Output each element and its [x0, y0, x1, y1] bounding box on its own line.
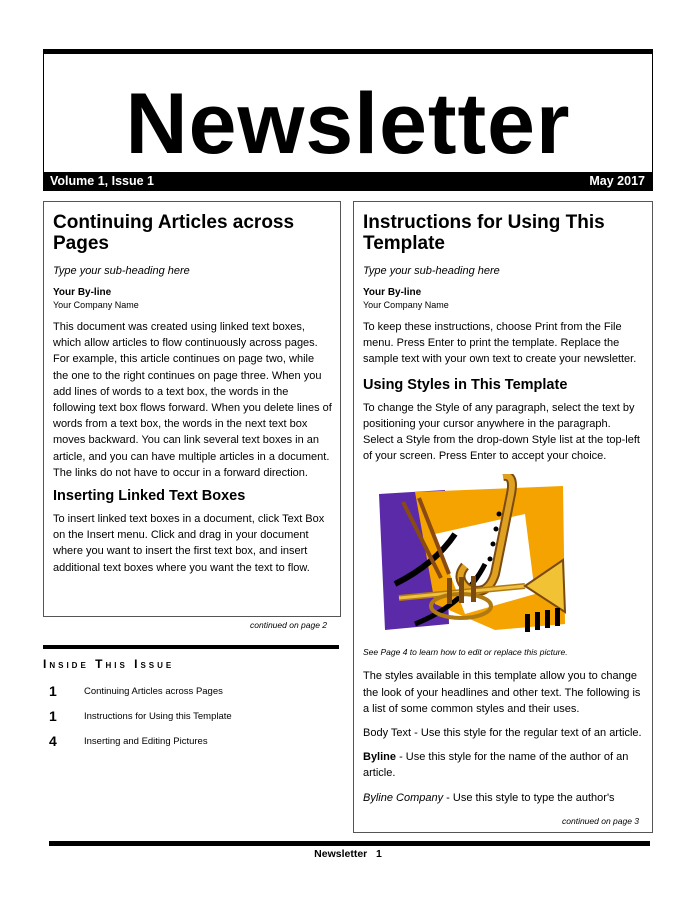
- footer-title: Newsletter: [314, 848, 368, 860]
- left-article-subheading: Type your sub-heading here: [53, 265, 190, 277]
- toc-label: Inserting and Editing Pictures: [84, 736, 208, 747]
- left-article-company: Your Company Name: [53, 300, 139, 310]
- right-paragraph-3: Body Text - Use this style for the regular text of an article.: [363, 727, 642, 740]
- toc-label: Instructions for Using this Template: [84, 711, 232, 722]
- byline-style-desc: - Use this style for the name of the author of an article.: [363, 751, 629, 780]
- issue-bar: [44, 172, 652, 190]
- footer-page-number: 1: [376, 848, 382, 860]
- left-article-box: [43, 201, 341, 617]
- inside-this-issue: [43, 645, 339, 758]
- left-article-heading: Continuing Articles across Pages: [53, 212, 295, 254]
- right-article-byline: Your By-line: [363, 287, 422, 298]
- toc-page-number: 4: [49, 733, 57, 749]
- right-article-body: To keep these instructions, choose Print from the File menu. Press Enter to print the template. Replace the sample text with your own text to create your newsletter.: [363, 321, 637, 366]
- byline-company-term: Byline Company: [363, 791, 444, 804]
- toc-item[interactable]: [43, 733, 339, 758]
- right-article-heading: Instructions for Using This Template: [363, 212, 605, 254]
- left-article-body: This document was created using linked text boxes, which allow articles to flow continuously across pages. For example, this article continues on page two, while the one to the right continues on page three. When you add lines of words to a text box, the words in the following text box flows forward. When you delete lines of words from a text box, the words in the next text box moves backward. You can link several text boxes in an article, and you can have multiple articles in a document. The links do not have to occur in a forward direction.: [53, 321, 332, 479]
- footer-rule: [49, 841, 650, 846]
- left-section-body: To insert linked text boxes in a document, click Text Box on the Insert menu. Click and drag in your document where you want to insert the first text box, and insert additional text boxes where you want the text to flow.: [53, 513, 325, 574]
- left-article-byline: Your By-line: [53, 287, 112, 298]
- volume-issue: Volume 1, Issue 1: [50, 174, 154, 188]
- newsletter-title: Newsletter: [125, 76, 571, 172]
- toc-page-number: 1: [49, 683, 57, 699]
- right-article-subheading: Type your sub-heading here: [363, 265, 500, 277]
- toc-item[interactable]: [43, 683, 339, 708]
- right-paragraph-2: The styles available in this template allow you to change the look of your headlines and other text. The following is a list of some common styles and their uses.: [363, 670, 641, 715]
- right-continued-note: continued on page 3: [562, 816, 640, 826]
- left-section-heading: Inserting Linked Text Boxes: [53, 488, 246, 505]
- byline-company-desc: - Use this style to type the author's: [443, 791, 615, 804]
- inside-rule: [43, 645, 339, 649]
- right-paragraph-5: [363, 790, 644, 806]
- toc-page-number: 1: [49, 708, 57, 724]
- toc-item[interactable]: [43, 708, 339, 733]
- toc-label: Continuing Articles across Pages: [84, 686, 223, 697]
- music-instruments-clipart: [375, 474, 569, 642]
- right-section-heading: Using Styles in This Template: [363, 376, 568, 393]
- footer: [0, 848, 696, 860]
- right-section-body: To change the Style of any paragraph, select the text by positioning your cursor anywhere in the paragraph. Select a Style from the drop-down Style list at the top-left of your screen. Press Enter to accept your choice.: [363, 401, 640, 463]
- left-continued-note: continued on page 2: [250, 620, 328, 630]
- issue-date: May 2017: [589, 174, 645, 188]
- masthead: [43, 49, 653, 191]
- byline-style-term: Byline: [363, 751, 397, 764]
- right-paragraph-4: [363, 749, 644, 781]
- right-article-box: [353, 201, 653, 833]
- right-article-company: Your Company Name: [363, 300, 449, 310]
- picture-caption: See Page 4 to learn how to edit or replace this picture.: [363, 647, 568, 658]
- inside-title: Inside This Issue: [43, 657, 175, 671]
